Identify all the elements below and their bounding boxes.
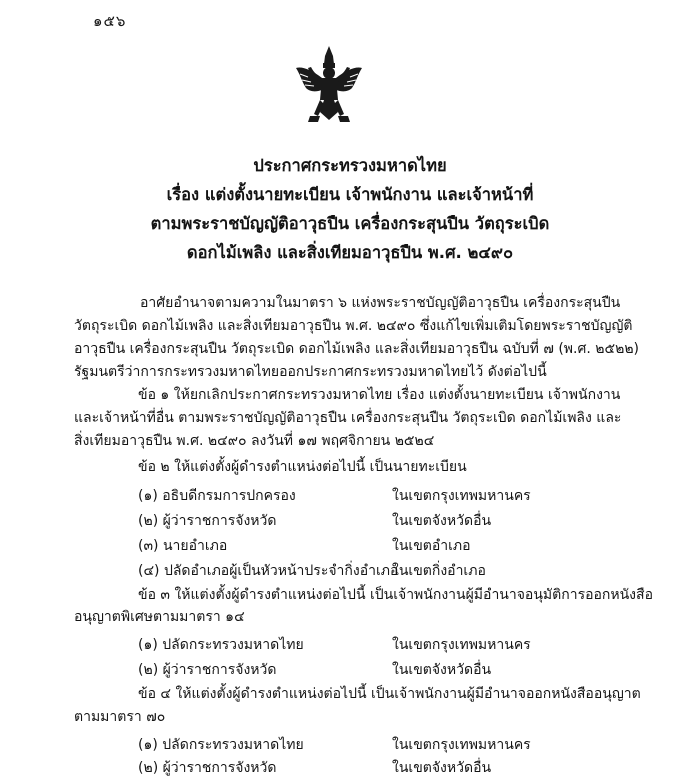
clause-1-line: สิ่งเทียมอาวุธปืน พ.ศ. ๒๔๙๐ ลงวันที่ ๑๗ พฤศจิกายน ๒๕๒๔ [74,433,435,449]
page-title: ตามพระราชบัญญัติอาวุธปืน เครื่องกระสุนปืน วัตถุระเบิด [150,214,550,233]
clause-4-heading: ข้อ ๔ ให้แต่งตั้งผู้ดำรงตำแหน่งต่อไปนี้ เป็นเจ้าพนักงานผู้มีอำนาจออกหนังสืออนุญาต [138,686,641,702]
clause-3-item-position: (๑) ปลัดกระทรวงมหาดไทย [138,637,304,653]
clause-2-item-position: (๑) อธิบดีกรมการปกครอง [138,488,296,504]
clause-4-item-area: ในเขตกรุงเทพมหานคร [392,737,531,753]
preamble-line: วัตถุระเบิด ดอกไม้เพลิง และสิ่งเทียมอาวุธปืน พ.ศ. ๒๔๙๐ ซึ่งแก้ไขเพิ่มเติมโดยพระราชบัญญัติ [74,318,633,334]
preamble-line: รัฐมนตรีว่าการกระทรวงมหาดไทยออกประกาศกระทรวงมหาดไทยไว้ ดังต่อไปนี้ [74,364,547,380]
clause-4-item-area: ในเขตจังหวัดอื่น [392,760,492,776]
page-title: ดอกไม้เพลิง และสิ่งเทียมอาวุธปืน พ.ศ. ๒๔๙๐ [186,243,514,262]
page-title: เรื่อง แต่งตั้งนายทะเบียน เจ้าพนักงาน และเจ้าหน้าที่ [166,185,534,204]
clause-4-heading: ตามมาตรา ๗๐ [74,709,166,725]
clause-1-line: ข้อ ๑ ให้ยกเลิกประกาศกระทรวงมหาดไทย เรื่อง แต่งตั้งนายทะเบียน เจ้าพนักงาน [138,387,621,403]
clause-2-item-area: ในเขตอำเภอ [392,538,471,554]
clause-2-item-area: ในเขตกรุงเทพมหานคร [392,488,531,504]
clause-2-item-position: (๒) ผู้ว่าราชการจังหวัด [138,513,277,529]
clause-2-heading: ข้อ ๒ ให้แต่งตั้งผู้ดำรงตำแหน่งต่อไปนี้ เป็นนายทะเบียน [138,459,467,475]
garuda-emblem-icon [294,44,364,126]
clause-3-item-position: (๒) ผู้ว่าราชการจังหวัด [138,662,277,678]
clause-2-item-position: (๔) ปลัดอำเภอผู้เป็นหัวหน้าประจำกิ่งอำเภอ [138,563,399,579]
page-number: ๑๕๖ [93,12,127,30]
clause-3-heading: อนุญาตพิเศษตามมาตรา ๑๔ [74,609,245,625]
page-title: ประกาศกระทรวงมหาดไทย [253,156,447,175]
clause-3-heading: ข้อ ๓ ให้แต่งตั้งผู้ดำรงตำแหน่งต่อไปนี้ เป็นเจ้าพนักงานผู้มีอำนาจอนุมัติการออกหนังสือ [138,587,653,603]
preamble-line: อาวุธปืน เครื่องกระสุนปืน วัตถุระเบิด ดอกไม้เพลิง และสิ่งเทียมอาวุธปืน ฉบับที่ ๗ (พ.ศ. ๒๕๒๒) [74,341,640,357]
clause-2-item-area: ในเขตกิ่งอำเภอ [392,563,486,579]
preamble-line: อาศัยอำนาจตามความในมาตรา ๖ แห่งพระราชบัญญัติอาวุธปืน เครื่องกระสุนปืน [140,295,621,311]
clause-3-item-area: ในเขตกรุงเทพมหานคร [392,637,531,653]
clause-1-line: และเจ้าหน้าที่อื่น ตามพระราชบัญญัติอาวุธปืน เครื่องกระสุนปืน วัตถุระเบิด ดอกไม้เพลิง และ [74,410,622,426]
clause-3-item-area: ในเขตจังหวัดอื่น [392,662,492,678]
clause-2-item-area: ในเขตจังหวัดอื่น [392,513,492,529]
clause-4-item-position: (๒) ผู้ว่าราชการจังหวัด [138,760,277,776]
clause-2-item-position: (๓) นายอำเภอ [138,538,228,554]
clause-4-item-position: (๑) ปลัดกระทรวงมหาดไทย [138,737,304,753]
